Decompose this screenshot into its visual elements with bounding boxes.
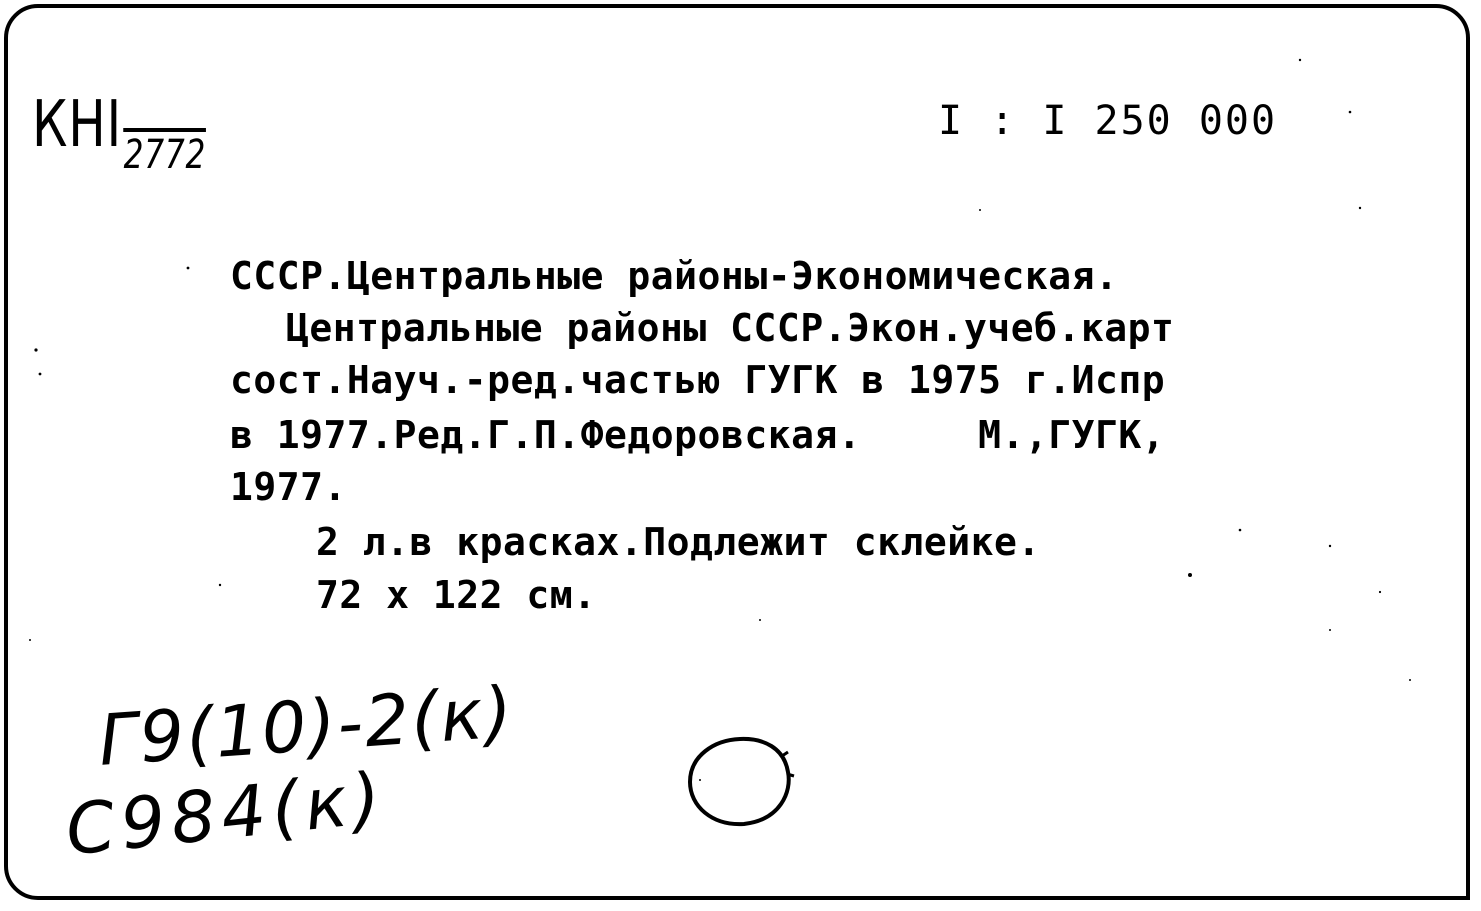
- map-scale: I : I 250 000: [938, 98, 1278, 144]
- catalog-line-1: СССР.Центральные районы-Экономическая.: [230, 254, 1119, 298]
- call-number-suffix: 2772: [124, 128, 207, 178]
- punch-hole-icon: [684, 734, 796, 828]
- catalog-line-3: сост.Науч.-ред.частью ГУГК в 1975 г.Испр: [230, 358, 1166, 402]
- catalog-line-4: в 1977.Ред.Г.П.Федоровская. М.,ГУГК,: [230, 413, 1166, 457]
- shelf-mark-2: С984(к): [62, 756, 391, 872]
- catalog-line-5: 1977.: [230, 465, 347, 509]
- call-number: [32, 88, 206, 178]
- call-number-prefix: КНI: [32, 88, 123, 162]
- catalog-line-7: 72 x 122 см.: [316, 573, 597, 617]
- catalog-line-2: Центральные районы СССР.Экон.учеб.карт: [286, 306, 1175, 350]
- shelf-mark-1: Г9(10)-2(к): [96, 670, 517, 782]
- catalog-line-6: 2 л.в красках.Подлежит склейке.: [316, 520, 1041, 564]
